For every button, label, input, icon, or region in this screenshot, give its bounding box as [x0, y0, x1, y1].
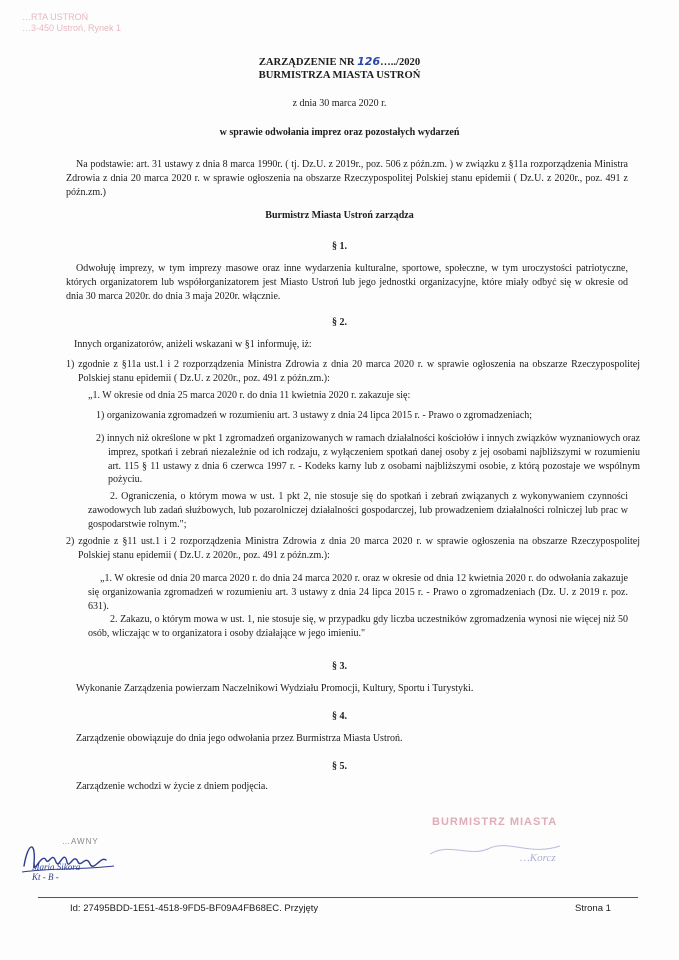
section-2-intro: Innych organizatorów, aniżeli wskazani w §1 informuję, iż: — [74, 339, 312, 350]
office-stamp — [22, 12, 121, 34]
quote-2-1: „1. W okresie od dnia 20 marca 2020 r. do dnia 24 marca 2020 r. oraz w okresie od dnia 12 kwietnia 2020 r. do odwołania zakazuje się organizowania zgromadzeń w rozumieniu art. 3 ustawy z dnia 24 lipca 2015 r. - Prawo o zgromadzeniach (Dz. U. z 2019 r. poz. 631). — [88, 573, 628, 612]
document-subject: w sprawie odwołania imprez oraz pozostałych wydarzeń — [219, 127, 460, 138]
section-4-text: Zarządzenie obowiązuje do dnia jego odwołania przez Burmistrza Miasta Ustroń. — [76, 733, 403, 744]
document-title — [0, 55, 679, 70]
quote-1-1: „1. W okresie od dnia 25 marca 2020 r. do dnia 11 kwietnia 2020 r. zakazuje się: — [88, 390, 411, 401]
section-3-heading: § 3. — [332, 661, 347, 672]
footer-divider — [38, 897, 638, 898]
office-stamp-line1: …RTA USTROŃ — [22, 12, 89, 22]
left-signature-text — [32, 862, 80, 882]
mayor-name: …Korcz — [520, 852, 556, 864]
section-1-heading: § 1. — [332, 241, 347, 252]
section-5-text: Zarządzenie wchodzi w życie z dniem podjęcia. — [76, 781, 268, 792]
issuer: BURMISTRZA MIASTA USTROŃ — [258, 70, 421, 81]
section-5-heading: § 5. — [332, 761, 347, 772]
quote-1-item-1: 1) organizowania zgromadzeń w rozumieniu art. 3 ustawy z dnia 24 lipca 2015 r. - Prawo o zgromadzeniach; — [96, 410, 533, 421]
document-date: z dnia 30 marca 2020 r. — [292, 98, 387, 109]
mayor-signature — [420, 836, 580, 864]
title-suffix: /2020 — [396, 57, 421, 68]
title-dots: ….. — [380, 57, 397, 68]
decree-line: Burmistrz Miasta Ustroń zarządza — [265, 210, 414, 221]
section-2-heading: § 2. — [332, 317, 347, 328]
signatory-name: Maria Sikora — [32, 862, 81, 872]
quote-2-2: 2. Zakazu, o którym mowa w ust. 1, nie stosuje się, w przypadku gdy liczba uczestników zgromadzenia wynosi nie więcej niż 50 osób, wliczając w to organizatora i osoby działające w jego imieniu." — [88, 614, 628, 639]
title-prefix: ZARZĄDZENIE NR — [258, 57, 355, 68]
mayor-stamp: BURMISTRZ MIASTA — [432, 816, 558, 828]
section-2-point-2: 2) zgodnie z §11 ust.1 i 2 rozporządzenia Ministra Zdrowia z dnia 20 marca 2020 r. w sprawie ogłoszenia na obszarze Rzeczypospolitej Polskiej stanu epidemii ( Dz.U. z 2020r., poz. 491 z późn.zm.): — [66, 536, 640, 561]
section-2-point-1: 1) zgodnie z §11a ust.1 i 2 rozporządzenia Ministra Zdrowia z dnia 20 marca 2020 r. w sprawie ogłoszenia na obszarze Rzeczypospolitej Polskiej stanu epidemii ( Dz.U. z 2020r., poz. 491 z późn.zm.): — [66, 359, 640, 384]
left-stamp: …AWNY — [62, 837, 99, 846]
signatory-code: Kt - B - — [32, 872, 59, 882]
document-id: Id: 27495BDD-1E51-4518-9FD5-BF09A4FB68EC. Przyjęty — [70, 903, 319, 914]
page-number: Strona 1 — [575, 903, 611, 914]
legal-basis: Na podstawie: art. 31 ustawy z dnia 8 marca 1990r. ( tj. Dz.U. z 2019r., poz. 506 z późn.zm. ) w związku z §11a rozporządzenia Ministra Zdrowia z dnia 20 marca 2020 r. w sprawie ogłoszenia na obszarze Rzeczypospolitej Polskiej stanu epidemii ( Dz.U. z 2020r., poz. 491 z późn.zm.) — [66, 159, 628, 198]
quote-1-item-2: 2) innych niż określone w pkt 1 zgromadzeń organizowanych w ramach działalności kościołów i innych związków wyznaniowych oraz imprez, spotkań i zebrań niezależnie od ich rodzaju, z wyłączeniem spotkań danej osoby z jej osobami najbliższymi w rozumieniu art. 115 § 11 ustawy z dnia 6 czerwca 1997 r. - Kodeks karny lub z osobami najbliższymi osobie, z którą pozostaje we wspólnym pożyciu. — [96, 433, 640, 486]
section-3-text: Wykonanie Zarządzenia powierzam Naczelnikowi Wydziału Promocji, Kultury, Sportu i Turystyki. — [76, 683, 474, 694]
section-4-heading: § 4. — [332, 711, 347, 722]
quote-1-2: 2. Ograniczenia, o którym mowa w ust. 1 pkt 2, nie stosuje się do spotkań i zebrań związanych z wykonywaniem czynności zawodowych lub zadań służbowych, lub pozarolniczej działalności gospodarczej, lub prowadzeniem działalności rolniczej lub prac w gospodarstwie rolnym."; — [88, 491, 628, 530]
section-1-text: Odwołuję imprezy, w tym imprezy masowe oraz inne wydarzenia kulturalne, sportowe, społeczne, w tym uroczystości patriotyczne, których organizatorem lub współorganizatorem jest Miasto Ustroń lub jego jednostki organizacyjne, które miały odbyć się w okresie od dnia 30 marca 2020r. do dnia 3 maja 2020r. włącznie. — [66, 263, 628, 302]
handwritten-number: 126 — [357, 55, 381, 68]
office-stamp-line2: …3-450 Ustroń, Rynek 1 — [22, 23, 122, 33]
